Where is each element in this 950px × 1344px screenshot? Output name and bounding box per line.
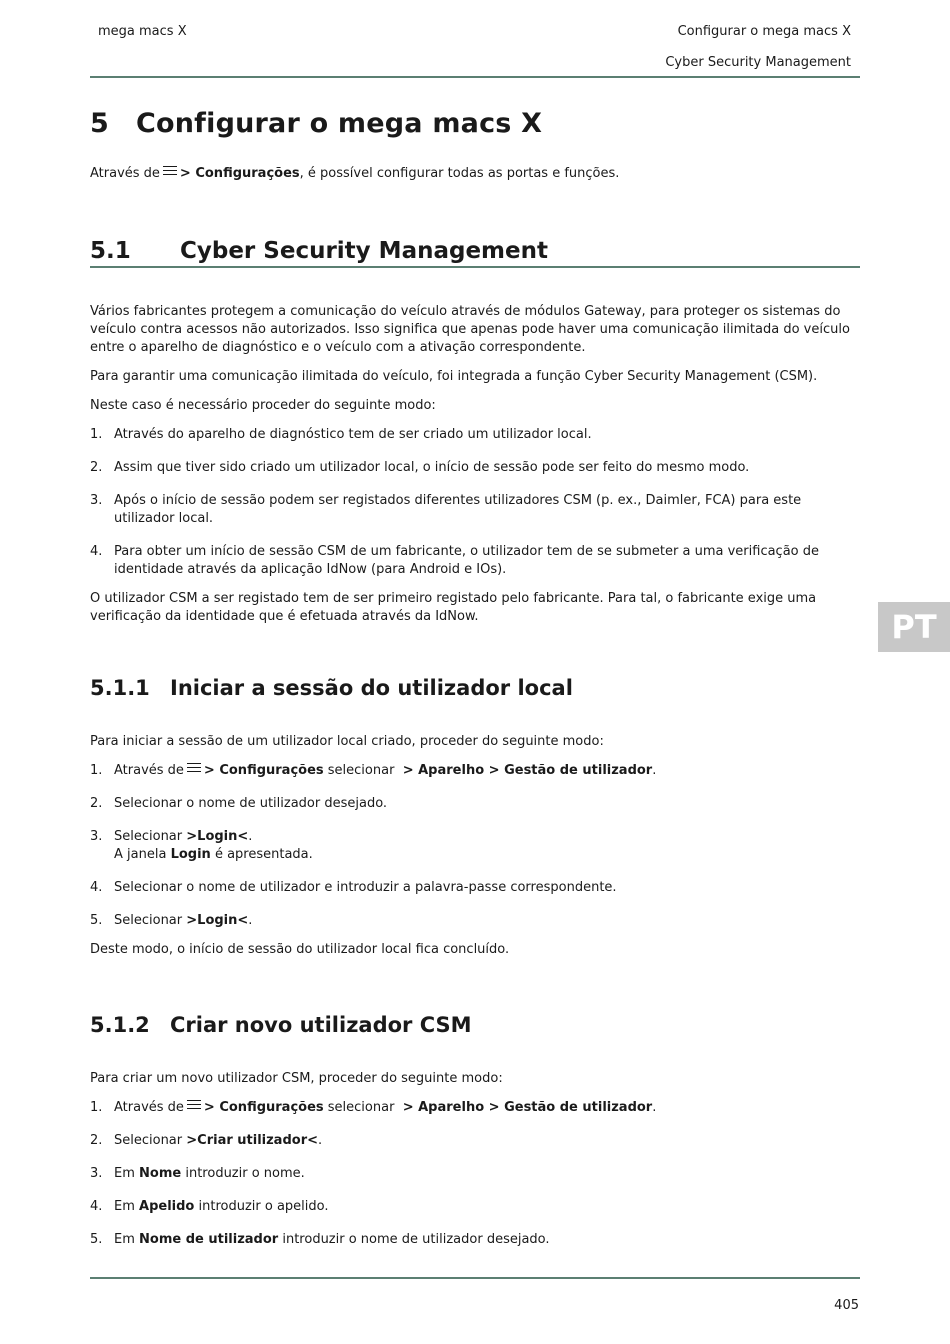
- section-5-1-1-heading: [90, 676, 573, 700]
- list-item: 5. Selecionar >Login<.: [90, 913, 253, 928]
- steps-list: [90, 426, 850, 579]
- paragraph: Para garantir uma comunicação ilimitada do veículo, foi integrada a função Cyber Security Management (CSM).: [90, 369, 818, 384]
- list-item: 4. Para obter um início de sessão CSM de um fabricante, o utilizador tem de se submeter a uma verificação de identidade através da aplicação IdNow (para Android e IOs).: [90, 544, 820, 577]
- hamburger-menu-icon: [187, 1100, 201, 1110]
- section-title: Iniciar a sessão do utilizador local: [170, 676, 573, 700]
- section-title: Cyber Security Management: [180, 238, 548, 264]
- hamburger-menu-icon: [187, 763, 201, 773]
- page-number: 405: [834, 1298, 859, 1313]
- paragraph: Para iniciar a sessão de um utilizador local criado, proceder do seguinte modo:: [90, 734, 604, 749]
- list-item: 2. Selecionar >Criar utilizador<.: [90, 1133, 323, 1148]
- intro-menu-path: > Configurações: [179, 166, 300, 181]
- section-5-1-body: [90, 303, 850, 637]
- list-item: 4. Selecionar o nome de utilizador e introduzir a palavra-passe correspondente.: [90, 880, 617, 895]
- header-chapter-title: Configurar o mega macs X: [677, 24, 851, 39]
- list-item: 1. Através do aparelho de diagnóstico tem de ser criado um utilizador local.: [90, 427, 592, 442]
- section-5-1-2-body: [90, 1070, 850, 1264]
- section-5-1-1-body: [90, 733, 850, 970]
- paragraph: Para criar um novo utilizador CSM, proceder do seguinte modo:: [90, 1071, 503, 1086]
- paragraph: O utilizador CSM a ser registado tem de ser primeiro registado pelo fabricante. Para tal, o fabricante exige uma verificação da identidade que é efetuada através da IdNow.: [90, 591, 817, 624]
- list-item: 1. Através de > Configurações selecionar > Aparelho > Gestão de utilizador.: [90, 763, 657, 778]
- paragraph: Neste caso é necessário proceder do seguinte modo:: [90, 398, 436, 413]
- list-item: 2. Assim que tiver sido criado um utilizador local, o início de sessão pode ser feito do mesmo modo.: [90, 460, 750, 475]
- header-chapter: [665, 16, 851, 78]
- section-number: 5.1.1: [90, 676, 150, 700]
- steps-list: [90, 762, 850, 930]
- intro-text-end: , é possível configurar todas as portas e funções.: [299, 166, 620, 181]
- chapter-intro: [90, 166, 619, 181]
- section-number: 5.1: [90, 238, 131, 264]
- list-item: 3. Após o início de sessão podem ser registados diferentes utilizadores CSM (p. ex., Daimler, FCA) para este utilizador local.: [90, 493, 802, 526]
- section-5-1-heading: [90, 238, 860, 268]
- list-item: 3. Selecionar >Login<. A janela Login é apresentada.: [90, 829, 313, 862]
- hamburger-menu-icon: [163, 166, 177, 176]
- list-item: 4. Em Apelido introduzir o apelido.: [90, 1199, 329, 1214]
- section-number: 5.1.2: [90, 1013, 150, 1037]
- intro-text: Através de: [90, 166, 160, 181]
- section-title: Criar novo utilizador CSM: [170, 1013, 472, 1037]
- list-item: 3. Em Nome introduzir o nome.: [90, 1166, 305, 1181]
- chapter-heading: [90, 108, 542, 139]
- header-product: mega macs X: [98, 24, 187, 39]
- list-item: 5. Em Nome de utilizador introduzir o nome de utilizador desejado.: [90, 1232, 550, 1247]
- steps-list: [90, 1099, 850, 1249]
- chapter-number: 5: [90, 108, 109, 139]
- chapter-title: Configurar o mega macs X: [136, 108, 543, 139]
- paragraph: Vários fabricantes protegem a comunicação do veículo através de módulos Gateway, para proteger os sistemas do veículo contra acessos não autorizados. Isso significa que apenas pode haver uma comunicação ilimitada do veículo entre o aparelho de diagnóstico e o veículo com a ativação correspondente.: [90, 304, 850, 355]
- list-item: 1. Através de > Configurações selecionar > Aparelho > Gestão de utilizador.: [90, 1100, 657, 1115]
- footer-rule: [90, 1277, 860, 1279]
- language-tab: PT: [878, 602, 950, 652]
- paragraph: Deste modo, o início de sessão do utilizador local fica concluído.: [90, 942, 510, 957]
- section-5-1-2-heading: [90, 1013, 472, 1037]
- header-section-title: Cyber Security Management: [665, 55, 851, 70]
- list-item: 2. Selecionar o nome de utilizador desejado.: [90, 796, 388, 811]
- header-rule: [90, 76, 860, 78]
